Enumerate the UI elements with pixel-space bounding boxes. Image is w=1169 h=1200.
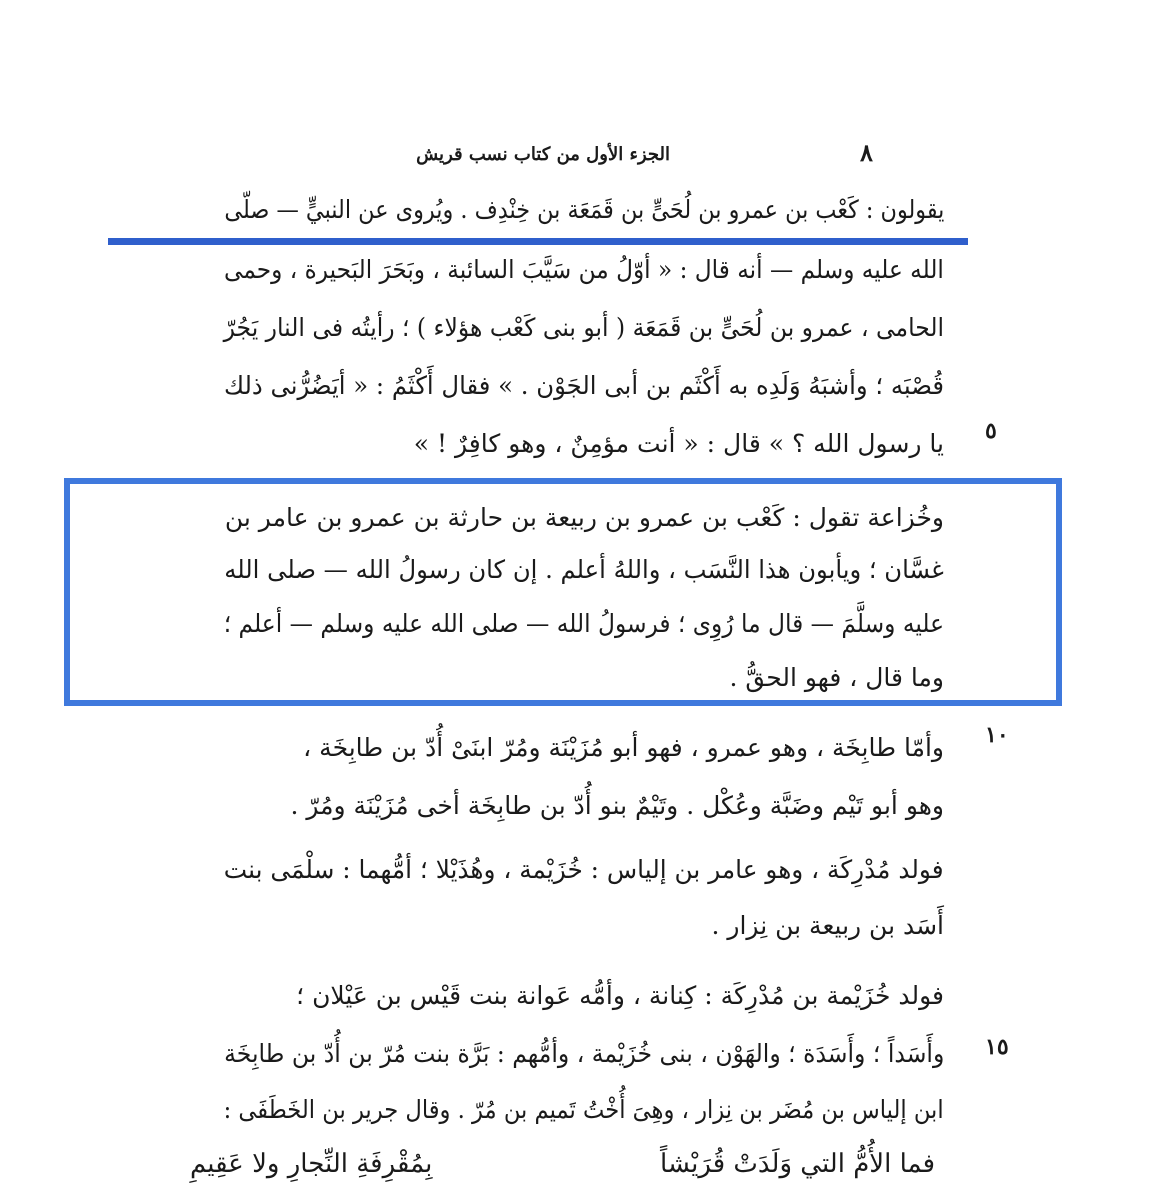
text-line-2: الله عليه وسلم — أنه قال : « أوّلُ من سَيَّبَ السائبة ، وبَحَرَ البَحيرة ، وحمى <box>224 255 944 284</box>
text-line-14: فولد خُزَيْمة بن مُدْرِكَة : كِنانة ، وأمُّه عَوانة بنت قَيْس بن عَيْلان ؛ <box>296 981 944 1010</box>
line-number-5: ٥ <box>985 418 997 444</box>
text-line-5: يا رسول الله ؟ » قال : « أنت مؤمِنٌ ، وهو كافِرٌ ! » <box>413 429 944 458</box>
line-number-10: ١٠ <box>985 722 1009 748</box>
running-title: الجزء الأول من كتاب نسب قريش <box>416 144 670 165</box>
text-line-13: أَسَد بن ربيعة بن نِزار . <box>711 911 944 940</box>
running-header <box>160 138 910 178</box>
text-line-7: غسَّان ؛ ويأبون هذا النَّسَب ، واللهُ أعلم . إن كان رسولُ الله — صلى الله <box>224 555 944 584</box>
text-line-3: الحامى ، عمرو بن لُحَىٍّ بن قَمَعَة ( أبو بنى كَعْب هؤلاء ) ؛ رأيتُه فى النار يَجُرّ <box>223 313 944 342</box>
text-line-4: قُصْبَه ؛ وأشبَهُ وَلَدِه به أَكْثَم بن أبى الجَوْن . » فقال أَكْثَمُ : « أيَضُرُّنى ذلك <box>224 371 944 400</box>
page-number: ٨ <box>860 138 873 167</box>
text-line-12: فولد مُدْرِكَة ، وهو عامر بن إلياس : خُزَيْمة ، وهُذَيْلا ؛ أمُّهما : سلْمَى بنت <box>224 855 944 884</box>
highlight-underline <box>108 238 968 245</box>
poetry-verse <box>190 1140 935 1188</box>
line-number-15: ١٥ <box>985 1034 1009 1060</box>
text-line-16: ابن إلياس بن مُضَر بن نِزار ، وهِىَ أُخْتُ تَميم بن مُرّ . وقال جرير بن الخَطَفَى : <box>223 1095 944 1124</box>
text-line-6: وخُزاعة تقول : كَعْب بن عمرو بن ربيعة بن حارثة بن عمرو بن عامر بن <box>224 503 944 532</box>
text-line-1: يقولون : كَعْب بن عمرو بن لُحَىٍّ بن قَمَعَة بن خِنْدِف . ويُروى عن النبيٍّ — صلّى <box>223 195 944 224</box>
text-line-9: وما قال ، فهو الحقُّ . <box>729 663 944 692</box>
text-line-8: عليه وسلَّمَ — قال ما رُوِى ؛ فرسولُ الله — صلى الله عليه وسلم — أعلم ؛ <box>223 609 944 638</box>
text-line-10: وأمّا طابِخَة ، وهو عمرو ، فهو أبو مُزَيْنَة ومُرّ ابنَىْ أُدّ بن طابِخَة ، <box>303 733 944 762</box>
verse-hemistich-1: فما الأُمُّ التي وَلَدَتْ قُرَيْشاً <box>660 1149 935 1179</box>
text-line-15: وأَسَداً ؛ وأَسَدَة ؛ والهَوْن ، بنى خُزَيْمة ، وأمُّهم : بَرَّة بنت مُرّ بن أُدّ بن طابِخَة <box>223 1039 944 1068</box>
verse-hemistich-2: بِمُقْرِفَةِ النِّجارِ ولا عَقِيمِ <box>190 1149 433 1179</box>
text-line-11: وهو أبو تَيْم وضَبَّة وعُكْل . وتَيْمٌ بنو أُدّ بن طابِخَة أخى مُزَيْنَة ومُرّ . <box>290 791 944 820</box>
